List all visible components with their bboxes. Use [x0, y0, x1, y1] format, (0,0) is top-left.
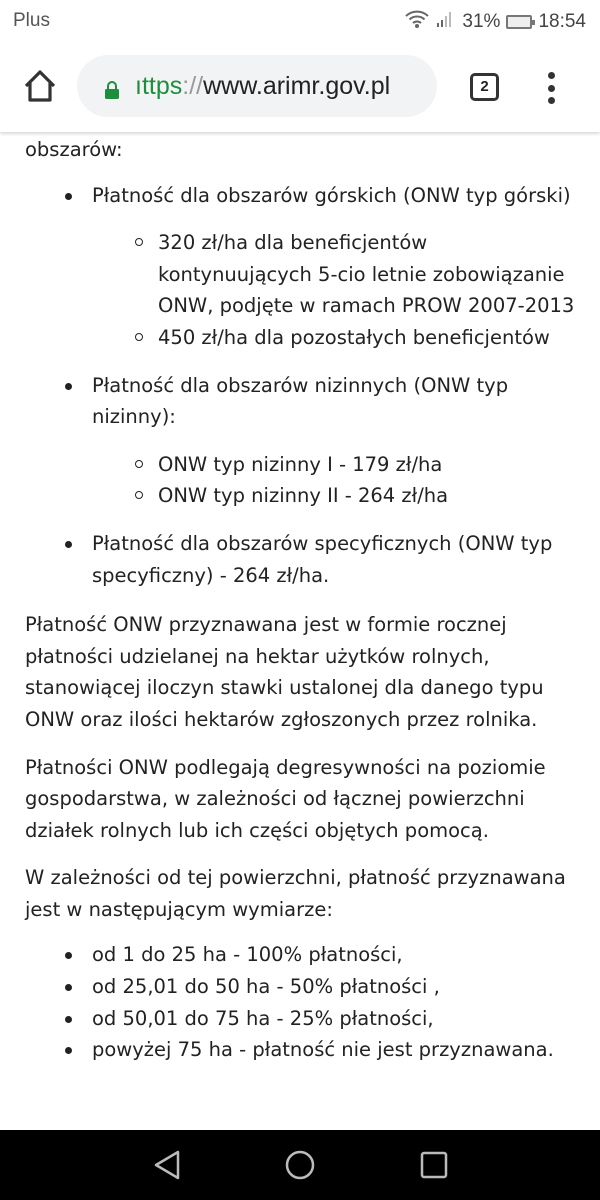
battery-percent: 31%: [462, 11, 501, 32]
carrier-name: Plus: [13, 10, 50, 31]
sub-list-item: 450 zł/ha dla pozostałych beneficjentów: [92, 322, 580, 354]
signal-icon: [436, 10, 456, 34]
more-menu-icon[interactable]: [545, 72, 557, 104]
recents-icon[interactable]: [417, 1148, 451, 1182]
lock-icon: [105, 77, 119, 95]
wifi-icon: [404, 9, 430, 35]
list-item: od 25,01 do 50 ha - 50% płatności ,: [25, 971, 580, 1003]
payment-list: [25, 180, 580, 592]
page-content: [0, 132, 600, 1130]
paragraph: Płatności ONW podlegają degresywności na poziomie gospodarstwa, w zależności od łącznej powierzchni działek rolnych lub ich części objętych pomocą.: [25, 755, 546, 842]
sub-list-item: 320 zł/ha dla beneficjentów kontynuujących 5-cio letnie zobowiązanie ONW, podjęte w ramach PROW 2007-2013: [92, 227, 580, 322]
tab-switcher-button[interactable]: 2: [470, 73, 499, 101]
status-bar: [0, 0, 600, 40]
list-item: Płatność dla obszarów górskich (ONW typ górski) 320 zł/ha dla beneficjentów kontynuujących 5-cio letnie zobowiązanie ONW, podjęte w ramach PROW 2007-2013 450 zł/ha dla pozostałych beneficjentów: [25, 180, 580, 354]
list-item: od 1 do 25 ha - 100% płatności,: [25, 939, 580, 971]
url-bar[interactable]: [77, 55, 437, 117]
paragraph: Płatność ONW przyznawana jest w formie rocznej płatności udzielanej na hektar użytków rolnych, stanowiącej iloczyn stawki ustalonej dla danego typu ONW oraz ilości hektarów zgłoszonych przez rolnika.: [25, 613, 544, 731]
sub-list-item: ONW typ nizinny I - 179 zł/ha: [92, 449, 580, 481]
back-icon[interactable]: [150, 1148, 184, 1182]
clock: 18:54: [538, 11, 586, 32]
list-item: od 50,01 do 75 ha - 25% płatności,: [25, 1003, 580, 1035]
list-item: Płatność dla obszarów specyficznych (ONW typ specyficzny) - 264 zł/ha.: [25, 528, 580, 591]
list-item: powyżej 75 ha - płatność nie jest przyznawana.: [25, 1034, 580, 1066]
text-fragment: obszarów:: [25, 138, 123, 161]
navigation-bar: [0, 1130, 600, 1200]
list-item: Płatność dla obszarów nizinnych (ONW typ nizinny): ONW typ nizinny I - 179 zł/ha ONW typ nizinny II - 264 zł/ha: [25, 370, 580, 512]
degression-list: [25, 939, 580, 1065]
home-nav-icon[interactable]: [283, 1148, 317, 1182]
browser-toolbar: [0, 40, 600, 132]
sub-list-item: ONW typ nizinny II - 264 zł/ha: [92, 480, 580, 512]
home-icon[interactable]: [22, 68, 58, 104]
url-text: ıttps://www.arimr.gov.pl: [135, 71, 391, 100]
battery-icon: [506, 15, 532, 29]
paragraph: W zależności od tej powierzchni, płatność przyznawana jest w następującym wymiarze:: [25, 866, 566, 921]
